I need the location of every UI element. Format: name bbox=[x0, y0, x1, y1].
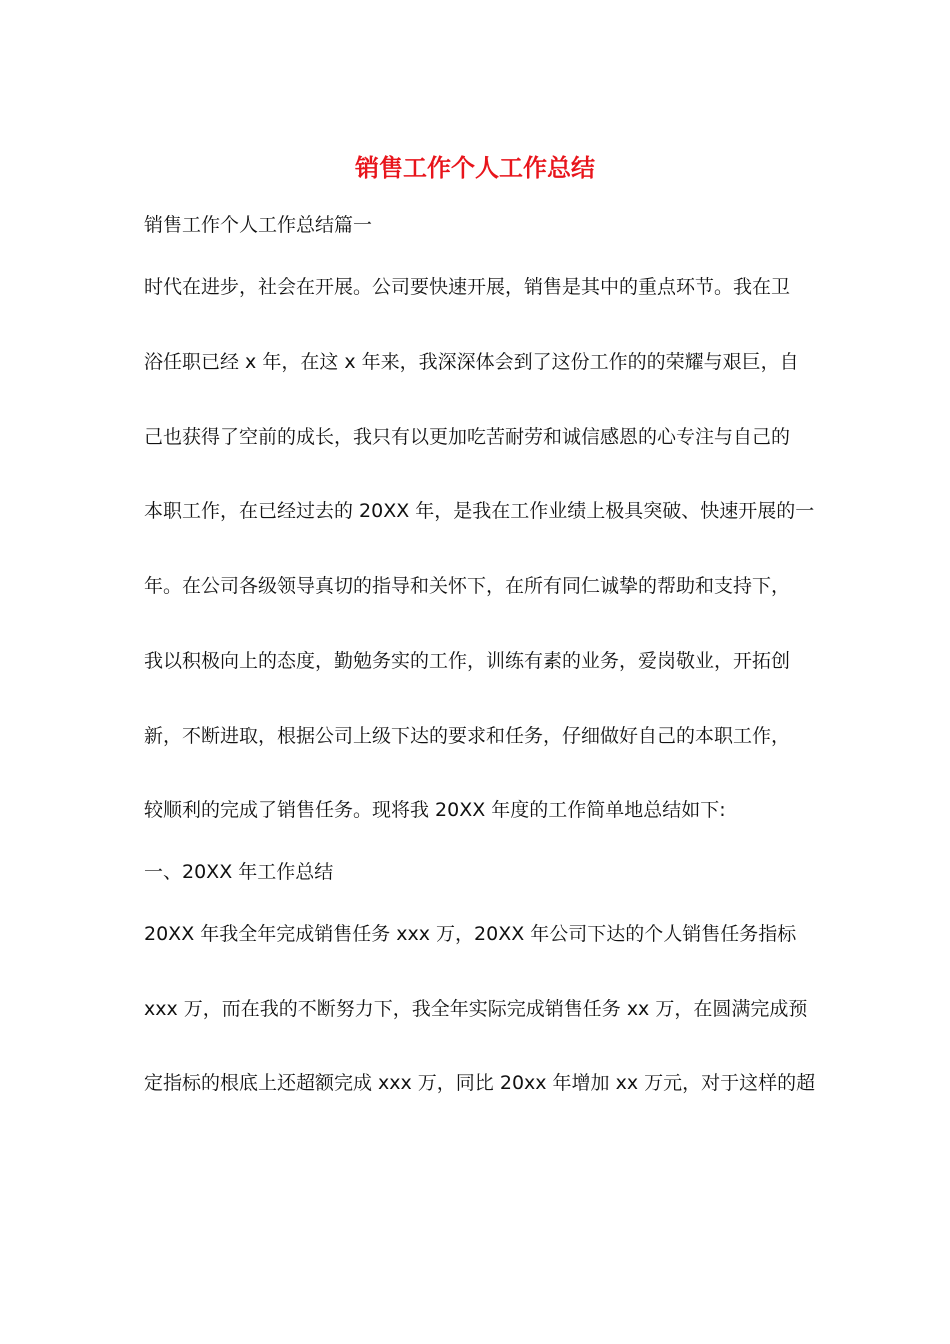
paragraph-line: 新，不断进取，根据公司上级下达的要求和任务，仔细做好自己的本职工作， bbox=[144, 725, 791, 747]
paragraph-line: 己也获得了空前的成长，我只有以更加吃苦耐劳和诚信感恩的心专注与自己的 bbox=[144, 426, 791, 448]
paragraph-line: 时代在进步，社会在开展。公司要快速开展，销售是其中的重点环节。我在卫 bbox=[144, 276, 791, 298]
paragraph-line: xxx 万，而在我的不断努力下，我全年实际完成销售任务 xx 万，在圆满完成预 bbox=[144, 998, 808, 1020]
paragraph-line: 较顺利的完成了销售任务。现将我 20XX 年度的工作简单地总结如下: bbox=[144, 799, 726, 821]
paragraph-line: 年。在公司各级领导真切的指导和关怀下，在所有同仁诚挚的帮助和支持下， bbox=[144, 575, 791, 597]
paragraph-line: 浴任职已经 x 年，在这 x 年来，我深深体会到了这份工作的的荣耀与艰巨，自 bbox=[144, 351, 799, 373]
section-heading: 销售工作个人工作总结篇一 bbox=[144, 214, 373, 236]
paragraph-line: 本职工作，在已经过去的 20XX 年，是我在工作业绩上极具突破、快速开展的一 bbox=[144, 500, 815, 522]
paragraph-line: 我以积极向上的态度，勤勉务实的工作，训练有素的业务，爱岗敬业，开拓创 bbox=[144, 650, 791, 672]
paragraph-line: 20XX 年我全年完成销售任务 xxx 万，20XX 年公司下达的个人销售任务指标 bbox=[144, 923, 797, 945]
subsection-heading: 一、20XX 年工作总结 bbox=[144, 861, 334, 883]
paragraph-line: 定指标的根底上还超额完成 xxx 万，同比 20xx 年增加 xx 万元，对于这样的超 bbox=[144, 1072, 816, 1094]
document-title: 销售工作个人工作总结 bbox=[355, 154, 595, 182]
